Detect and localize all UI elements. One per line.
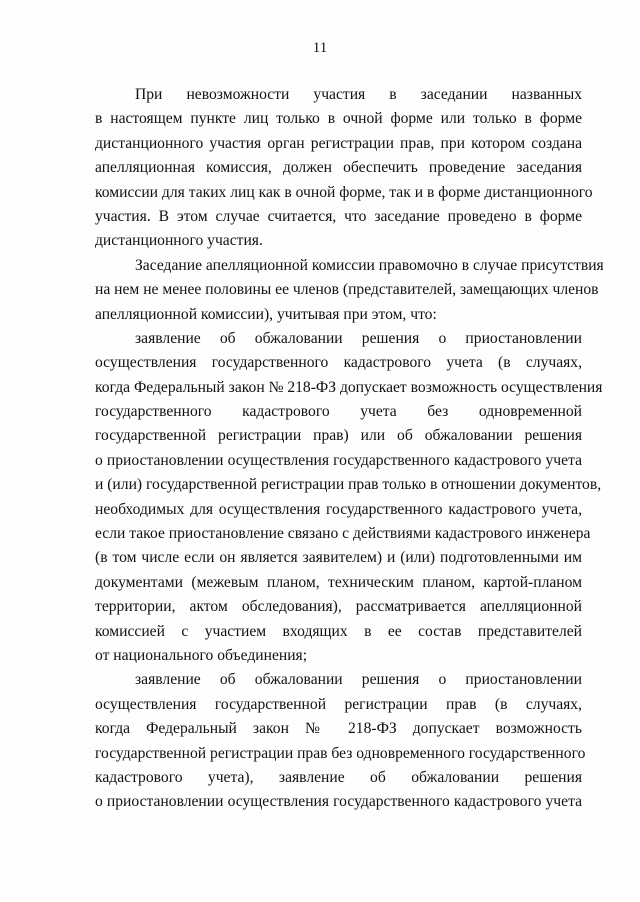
text-line: когда Федеральный закон № 218-ФЗ допускает возможность осуществления [95, 378, 603, 396]
page-number: 11 [312, 40, 328, 56]
text-line: (в том числе если он является заявителем) и (или) подготовленными им [95, 549, 582, 567]
text-line: от национального объединения; [95, 646, 308, 664]
text-line: апелляционная комиссия, должен обеспечить проведение заседания [95, 159, 582, 177]
text-line: если такое приостановление связано с действиями кадастрового инженера [95, 525, 591, 543]
text-line: государственного кадастрового учета без одновременной [95, 403, 582, 421]
text-line: документами (межевым планом, техническим планом, картой-планом [95, 573, 582, 591]
text-line: в настоящем пункте лиц только в очной форме или только в форме [95, 110, 582, 128]
text-line: комиссией с участием входящих в ее состав представителей [95, 622, 582, 640]
text-line: заявление об обжаловании решения о приостановлении [135, 329, 582, 347]
text-line: территории, актом обследования), рассматривается апелляционной [95, 598, 582, 616]
text-line: осуществления государственной регистрации прав (в случаях, [95, 695, 582, 713]
text-line: о приостановлении осуществления государственного кадастрового учета [95, 451, 582, 469]
text-line: когда Федеральный закон № 218-ФЗ допускает возможность [95, 720, 582, 738]
text-line: государственной регистрации прав) или об обжаловании решения [95, 427, 582, 445]
text-line: кадастрового учета), заявление об обжаловании решения [95, 768, 582, 786]
body-text [95, 83, 604, 815]
text-line: При невозможности участия в заседании названных [135, 86, 582, 103]
text-line: на нем не менее половины ее членов (представителей, замещающих членов [95, 281, 599, 299]
text-line: государственной регистрации прав без одновременного государственного [95, 744, 586, 762]
text-line: заявление об обжаловании решения о приостановлении [135, 671, 582, 689]
text-line: необходимых для осуществления государственного кадастрового учета, [95, 500, 582, 518]
text-line: комиссии для таких лиц как в очной форме, так и в форме дистанционного [95, 183, 593, 201]
text-line: осуществления государственного кадастрового учета (в случаях, [95, 354, 582, 372]
text-line: и (или) государственной регистрации прав только в отношении документов, [95, 476, 602, 494]
text-line: дистанционного участия орган регистрации прав, при котором создана [95, 134, 582, 152]
text-line: участия. В этом случае считается, что заседание проведено в форме [95, 207, 582, 225]
text-line: дистанционного участия. [95, 232, 263, 250]
text-line: о приостановлении осуществления государственного кадастрового учета [95, 793, 582, 811]
text-line: Заседание апелляционной комиссии правомочно в случае присутствия [135, 256, 604, 274]
text-line: апелляционной комиссии), учитывая при этом, что: [95, 305, 437, 323]
